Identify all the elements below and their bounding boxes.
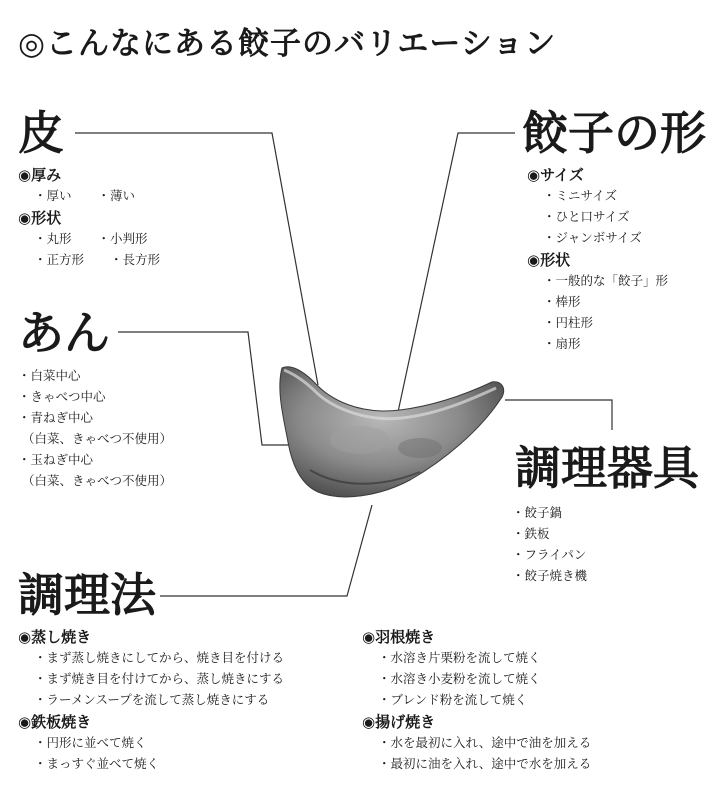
list-item: ・長方形	[110, 252, 161, 267]
list-item: ・ブレンド粉を流して焼く	[378, 692, 528, 707]
list-item: ・白菜中心	[18, 368, 81, 383]
list-item-note: （白菜、きゃべつ不使用）	[22, 473, 173, 488]
list-item: ・まず蒸し焼きにしてから、焼き目を付ける	[34, 650, 285, 665]
list-item: ・青ねぎ中心	[18, 410, 94, 425]
list-item: ・一般的な「餃子」形	[543, 273, 669, 288]
list-item: ・円柱形	[543, 315, 594, 330]
method-teppan-label: ◉鉄板焼き	[18, 713, 92, 731]
skin-thickness-label: ◉厚み	[18, 166, 62, 184]
list-item: ・水溶き小麦粉を流して焼く	[378, 671, 541, 686]
skin-shape-row	[18, 228, 186, 249]
list-item: ・扇形	[543, 336, 581, 351]
list-item: ・水を最初に入れ、途中で油を加える	[378, 735, 592, 750]
shape-size-label: ◉サイズ	[527, 166, 584, 184]
list-item: ・丸形	[34, 231, 72, 246]
tools-heading: 調理器具	[515, 441, 699, 495]
method-heading: 調理法	[18, 568, 156, 622]
method-fried-label: ◉揚げ焼き	[362, 713, 436, 731]
list-item: ・餃子鍋	[512, 505, 563, 520]
page-title: ◎こんなにある餃子のバリエーション	[18, 26, 557, 62]
skin-heading: 皮	[18, 106, 64, 160]
list-item-note: （白菜、きゃべつ不使用）	[22, 431, 173, 446]
list-item: ・薄い	[97, 188, 136, 203]
list-item: ・ラーメンスープを流して蒸し焼きにする	[34, 692, 270, 707]
list-item: ・水溶き片栗粉を流して焼く	[378, 650, 541, 665]
method-hane-label: ◉羽根焼き	[362, 628, 436, 646]
shape-heading: 餃子の形	[522, 106, 706, 160]
list-item: ・正方形	[34, 252, 85, 267]
list-item: ・棒形	[543, 294, 581, 309]
list-item: ・まっすぐ並べて焼く	[34, 756, 160, 771]
list-item: ・厚い	[34, 188, 72, 203]
list-item: ・餃子焼き機	[512, 568, 588, 583]
skin-thickness-row	[18, 185, 186, 206]
list-item: ・玉ねぎ中心	[18, 452, 94, 467]
list-item: ・まず焼き目を付けてから、蒸し焼きにする	[34, 671, 285, 686]
list-item: ・最初に油を入れ、途中で水を加える	[378, 756, 592, 771]
filling-details	[18, 365, 172, 491]
skin-details	[18, 165, 186, 270]
gyoza-photo	[270, 360, 515, 510]
skin-shape-row	[18, 249, 186, 270]
list-item: ・小判形	[97, 231, 148, 246]
method-right-details	[362, 627, 591, 774]
shape-details	[527, 165, 668, 354]
list-item: ・きゃべつ中心	[18, 389, 106, 404]
tools-details	[512, 502, 587, 586]
list-item: ・ひと口サイズ	[543, 209, 630, 224]
list-item: ・ミニサイズ	[543, 188, 618, 203]
filling-heading: あん	[18, 306, 110, 360]
list-item: ・ジャンボサイズ	[543, 230, 642, 245]
method-left-details	[18, 627, 284, 774]
shape-form-label: ◉形状	[527, 251, 571, 269]
list-item: ・円形に並べて焼く	[34, 735, 147, 750]
method-steam-label: ◉蒸し焼き	[18, 628, 92, 646]
list-item: ・鉄板	[512, 526, 550, 541]
list-item: ・フライパン	[512, 547, 587, 562]
skin-shape-label: ◉形状	[18, 209, 62, 227]
